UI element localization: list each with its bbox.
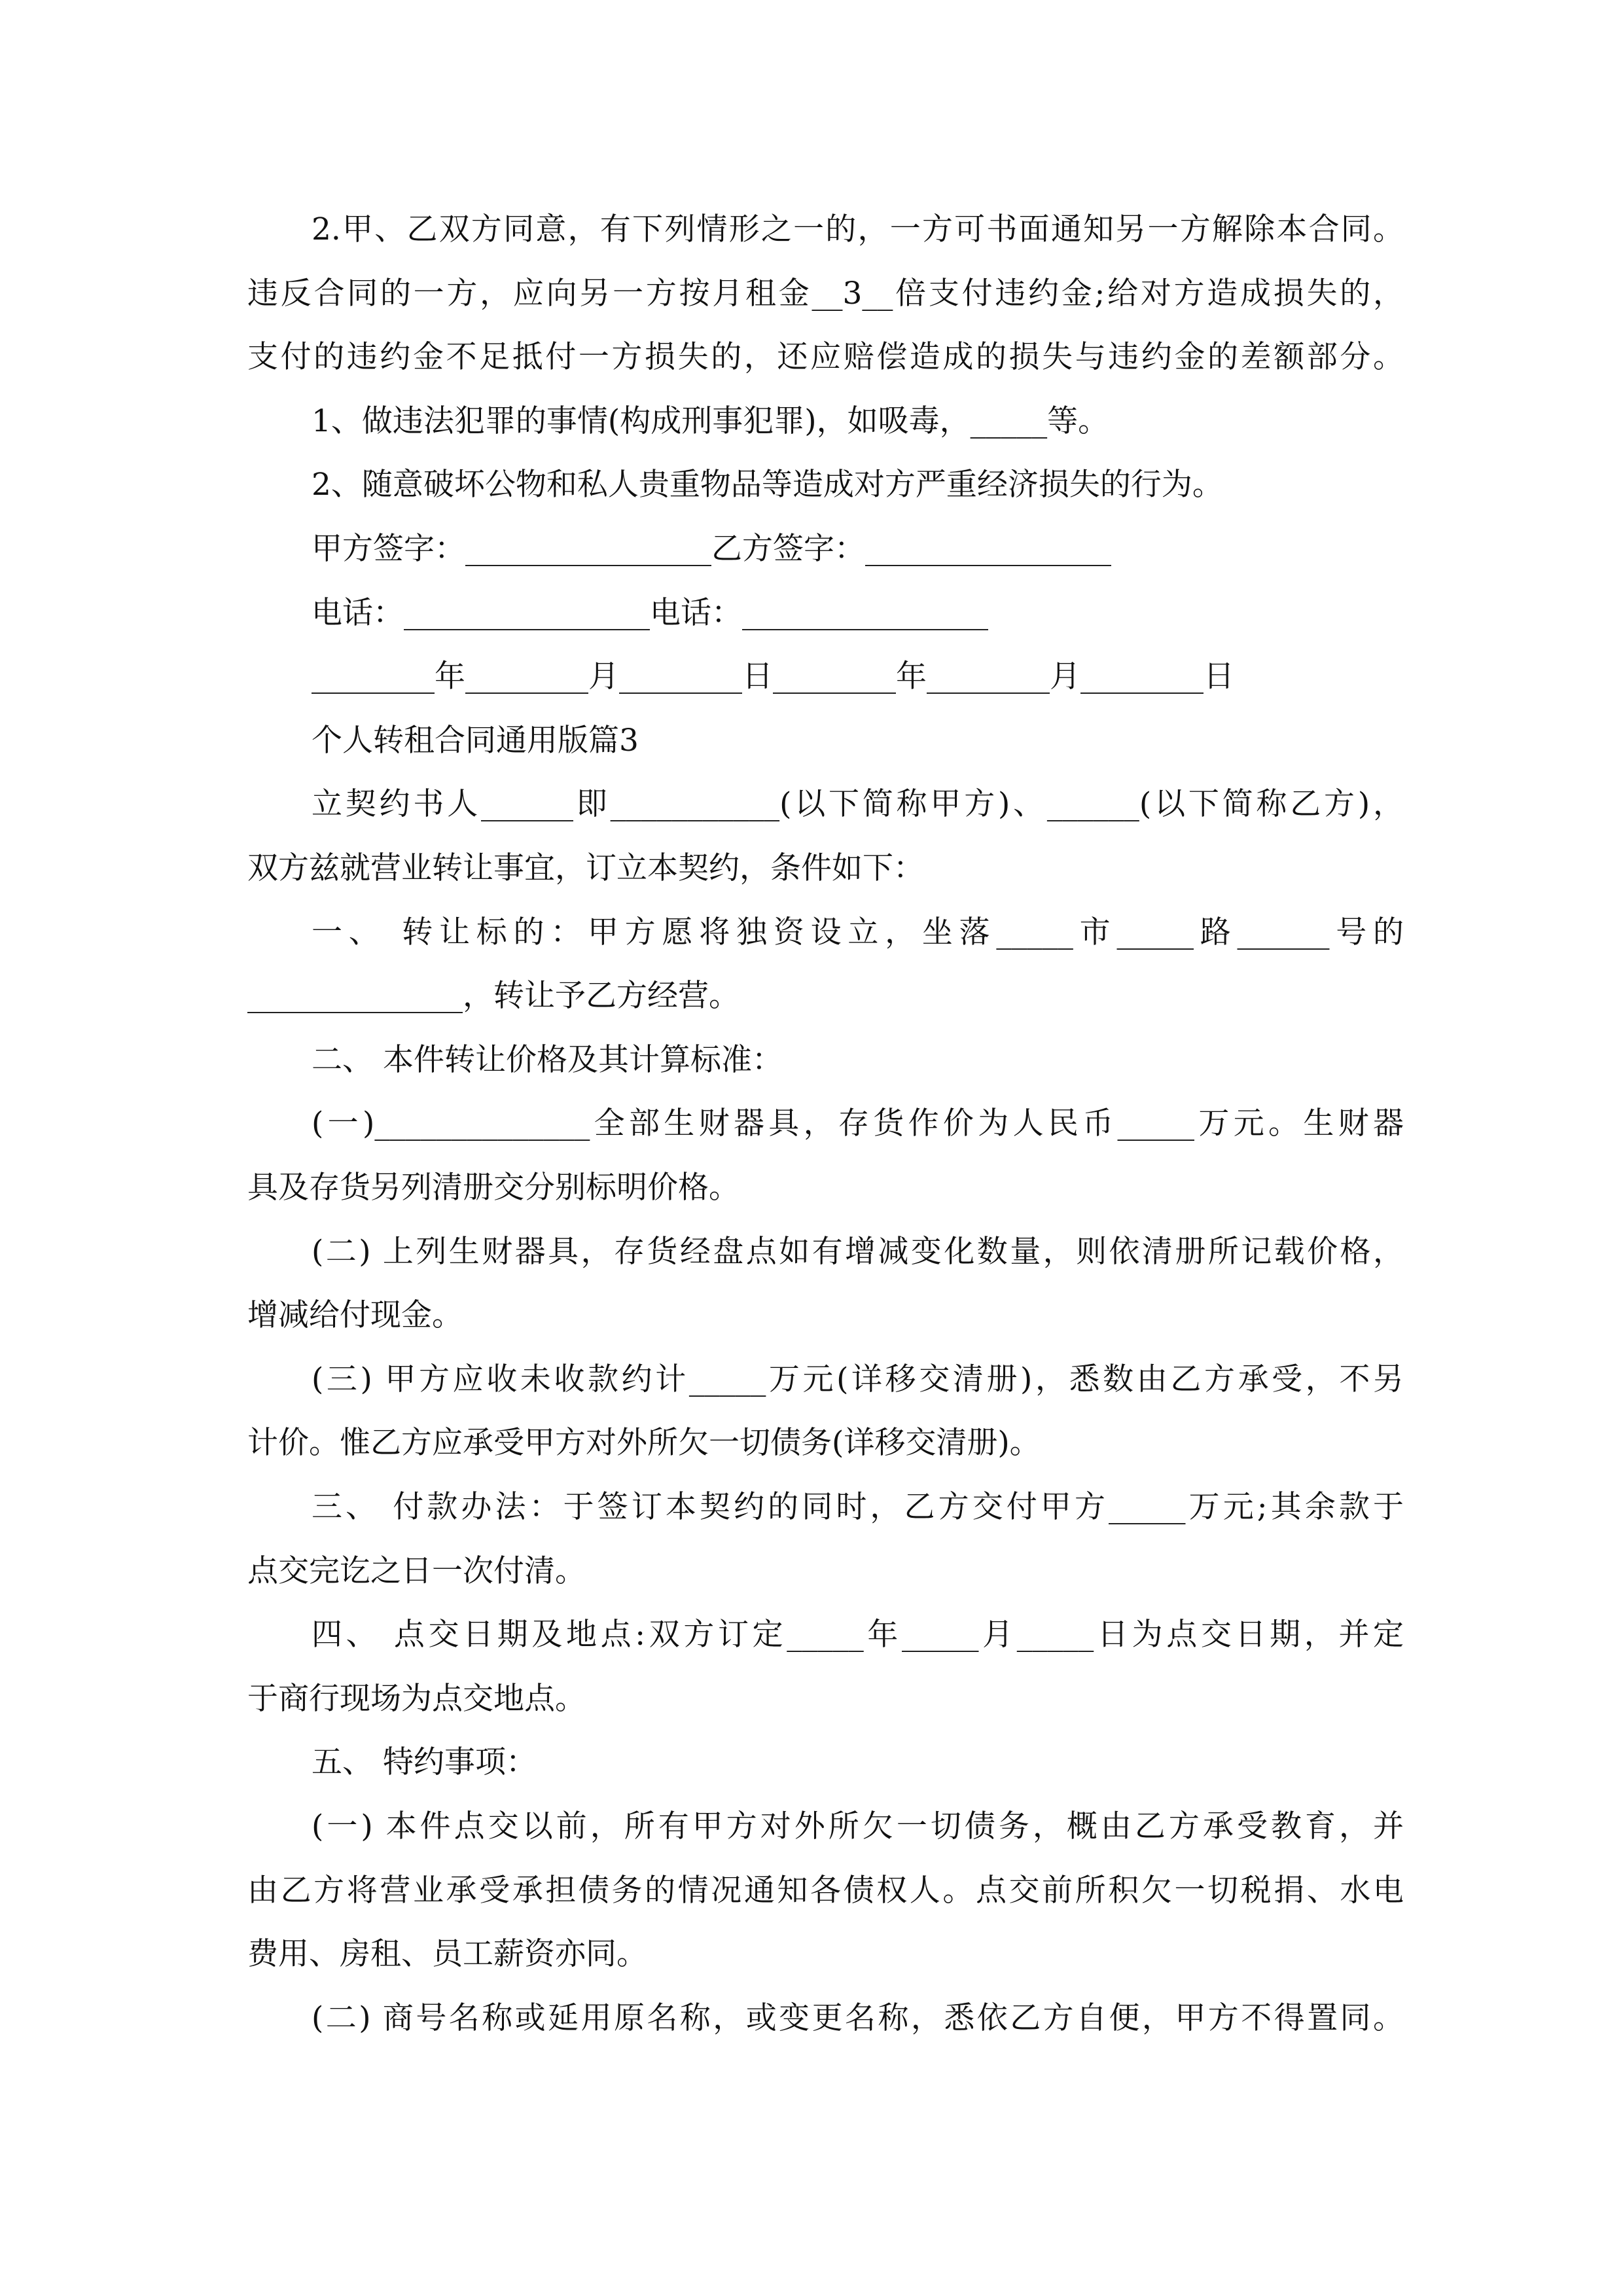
text-line: 立契约书人______即___________(以下简称甲方)、______(以下简称乙方)， bbox=[312, 786, 1404, 823]
text-line: 于商行现场为点交地点。 bbox=[247, 1680, 586, 1717]
text-line: 具及存货另列清册交分别标明价格。 bbox=[247, 1170, 740, 1206]
text-line: ______________，转让予乙方经营。 bbox=[247, 978, 740, 1014]
text-line: 四、 点交日期及地点:双方订定_____年_____月_____日为点交日期，并定 bbox=[312, 1617, 1404, 1653]
text-line: 由乙方将营业承受承担债务的情况通知各债权人。点交前所积欠一切税捐、水电 bbox=[247, 1872, 1404, 1909]
text-line: (一)______________全部生财器具，存货作价为人民币_____万元。生财器 bbox=[312, 1105, 1404, 1142]
text-line: 计价。惟乙方应承受甲方对外所欠一切债务(详移交清册)。 bbox=[247, 1425, 1041, 1462]
text-line: (二) 商号名称或延用原名称，或变更名称，悉依乙方自便，甲方不得置同。 bbox=[312, 2000, 1404, 2036]
text-line: 个人转租合同通用版篇3 bbox=[312, 722, 639, 759]
text-line: 费用、房租、员工薪资亦同。 bbox=[247, 1936, 647, 1973]
text-line: 点交完讫之日一次付清。 bbox=[247, 1552, 586, 1589]
text-line: 违反合同的一方，应向另一方按月租金__3__倍支付违约金;给对方造成损失的， bbox=[247, 275, 1404, 312]
text-line: 三、 付款办法：于签订本契约的同时，乙方交付甲方_____万元;其余款于 bbox=[312, 1489, 1404, 1525]
text-line: ________年________月________日________年________月________日 bbox=[312, 658, 1234, 695]
text-line: 2、随意破坏公物和私人贵重物品等造成对方严重经济损失的行为。 bbox=[312, 467, 1223, 503]
text-line: (三) 甲方应收未收款约计_____万元(详移交清册)，悉数由乙方承受，不另 bbox=[312, 1361, 1404, 1397]
text-line: 电话：________________电话：________________ bbox=[312, 594, 988, 631]
text-line: 2.甲、乙双方同意，有下列情形之一的，一方可书面通知另一方解除本合同。 bbox=[312, 211, 1404, 247]
text-line: 支付的违约金不足抵付一方损失的，还应赔偿造成的损失与违约金的差额部分。 bbox=[247, 339, 1404, 376]
text-line: 二、 本件转让价格及其计算标准： bbox=[312, 1041, 783, 1078]
text-line: 甲方签字：________________乙方签字：________________ bbox=[312, 531, 1111, 567]
text-line: 双方兹就营业转让事宜，订立本契约，条件如下： bbox=[247, 850, 924, 886]
text-line: (二) 上列生财器具，存货经盘点如有增减变化数量，则依清册所记载价格， bbox=[312, 1233, 1404, 1270]
text-line: (一) 本件点交以前，所有甲方对外所欠一切债务，概由乙方承受教育，并 bbox=[312, 1808, 1404, 1844]
text-line: 增减给付现金。 bbox=[247, 1297, 463, 1334]
text-line: 五、 特约事项： bbox=[312, 1744, 537, 1781]
text-line: 一、 转让标的：甲方愿将独资设立，坐落_____市_____路______号的 bbox=[312, 914, 1404, 950]
text-line: 1、做违法犯罪的事情(构成刑事犯罪)，如吸毒，_____等。 bbox=[312, 403, 1109, 439]
